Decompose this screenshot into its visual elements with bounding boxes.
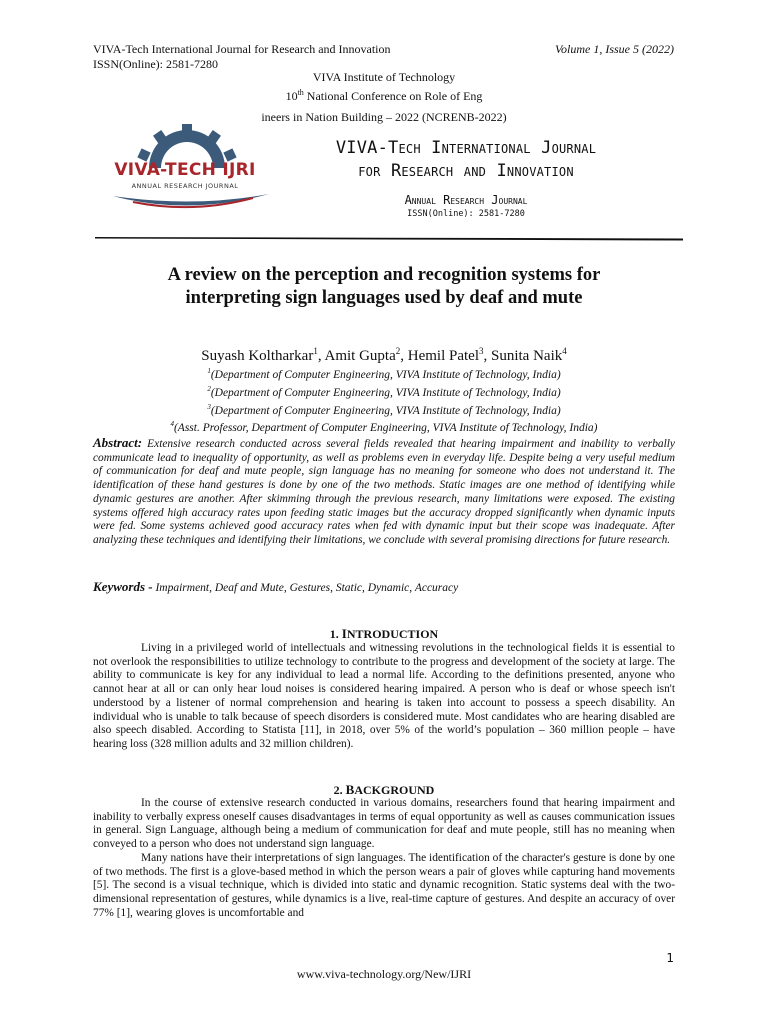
- volume-issue: Volume 1, Issue 5 (2022): [555, 42, 674, 56]
- conference-line: 10th National Conference on Role of Eng: [285, 88, 483, 103]
- paragraph: In the course of extensive research conducted in various domains, researchers found that hearing impairment and inability to verbally express oneself causes disadvantages in terms of equal opportunity as well as causes communication issues in general. Sign Language, although being a medium of communication for deaf and mute people, still has no meaning when conveyed to a person who does not understand sign language.: [93, 797, 675, 851]
- institute-name: VIVA Institute of Technology: [312, 70, 456, 84]
- abstract-text: Extensive research conducted across several fields revealed that hearing impairment and inability to verbally communicate lead to inequality of opportunity, as well as problems even in everyday life. Despite being a very useful medium of communication for deaf and mute people, sign language has no meaning for someone who does not understand it. The identification of these hand gestures is done by one of the two methods. Static images are one method of identifying while dynamic gestures are another. After skimming through the previous research, many limitations were exposed. The existing systems offered high accuracy rates upon feeding static images but the accuracy dropped significantly when dynamic inputs were fed. Some systems achieved good accuracy rates when fed with dynamic input but their scope was inadequate. After analyzing these techniques and identifying their limitations, we conclude with several promising directions for future research.: [93, 438, 675, 546]
- conference-line-2: ineers in Nation Building – 2022 (NCRENB-2022): [261, 110, 507, 124]
- journal-masthead: [276, 137, 656, 183]
- affiliation: $^1$(Department of Computer Engineering, VIVA Institute of Technology, India): [207, 367, 561, 381]
- journal-masthead-line-1: VIVA-Tech International Journal: [335, 138, 597, 158]
- masthead-issn: ISSN(Online): 2581-7280: [407, 209, 525, 219]
- section-heading-background: 2. BACKGROUND: [333, 782, 435, 797]
- journal-masthead-line-2: for Research and Innovation: [358, 161, 574, 181]
- affiliation: $^4$(Asst. Professor, Department of Computer Engineering, VIVA Institute of Technology, India): [170, 420, 598, 435]
- page-number: 1: [666, 951, 674, 965]
- affiliation: $^3$(Department of Computer Engineering, VIVA Institute of Technology, India): [207, 402, 561, 417]
- background-body: [93, 797, 675, 920]
- conference-info: [0, 70, 768, 125]
- introduction-body: [93, 642, 675, 752]
- paragraph: Many nations have their interpretations of sign languages. The identification of the character's gesture is done by one of two methods. The first is a glove-based method in which the person wears a pair of gloves while capturing hand movements [5]. The second is a visual technique, which is divided into static and dynamic recognition. Static systems deal with the two-dimensional representation of gestures, while dynamics is a live, real-time capture of gestures. And despite an accuracy of over 77% [1], wearing gloves is uncomfortable and: [93, 851, 675, 919]
- footer-url: www.viva-technology.org/New/IJRI: [296, 967, 472, 981]
- author: Amit Gupta$^2$,: [324, 346, 408, 364]
- affiliation-list: [0, 364, 768, 435]
- keywords-label: Keywords -: [93, 579, 153, 594]
- issn-header-line: ISSN(Online): 2581-7280: [93, 57, 218, 71]
- masthead-rule: [95, 236, 683, 242]
- author: Hemil Patel$^3$,: [407, 346, 491, 364]
- abstract-label: Abstract:: [93, 435, 143, 450]
- keywords: [93, 579, 675, 595]
- paper-title-line-2: interpreting sign languages used by deaf and mute: [185, 288, 583, 308]
- annual-research-journal: Annual Research Journal: [404, 193, 528, 207]
- author: Sunita Naik$^4$: [491, 346, 567, 364]
- paper-title-line-1: A review on the perception and recognition systems for: [167, 265, 601, 285]
- author: Suyash Koltharkar$^1$,: [201, 346, 325, 364]
- author-list: [0, 346, 768, 365]
- section-heading-introduction: 1. INTRODUCTION: [329, 626, 439, 641]
- running-header-left: [93, 42, 391, 72]
- affiliation: $^2$(Department of Computer Engineering, VIVA Institute of Technology, India): [207, 384, 561, 399]
- keywords-text: Impairment, Deaf and Mute, Gestures, Static, Dynamic, Accuracy: [152, 582, 459, 594]
- logo-wordmark: VIVA-TECH IJRI: [114, 160, 256, 180]
- journal-header-line: VIVA-Tech International Journal for Research and Innovation: [93, 42, 391, 56]
- logo-subtext: ANNUAL RESEARCH JOURNAL: [131, 182, 239, 190]
- abstract: [93, 436, 675, 548]
- paper-title: [80, 264, 688, 310]
- paragraph: Living in a privileged world of intellectuals and witnessing revolutions in the technological fields it is essential to not overlook the responsibilities to utilize technology to contribute to the progress and development of the society at large. The ability to communicate is key for any individual to lead a normal life. According to the definitions presented, anyone who cannot hear at all or can only hear loud noises is considered hearing impaired. A person who is deaf or whose speech isn't understood by a listener of normal comprehension and hearing is taken into account to possess a speech disability. An individual who is unable to talk because of speech disorders is considered mute. Most candidates who are hearing disabled are also speech disabled. According to Statista [11], in 2018, over 5% of the world’s population – 360 million people – have hearing loss (328 million adults and 32 million children).: [93, 642, 675, 750]
